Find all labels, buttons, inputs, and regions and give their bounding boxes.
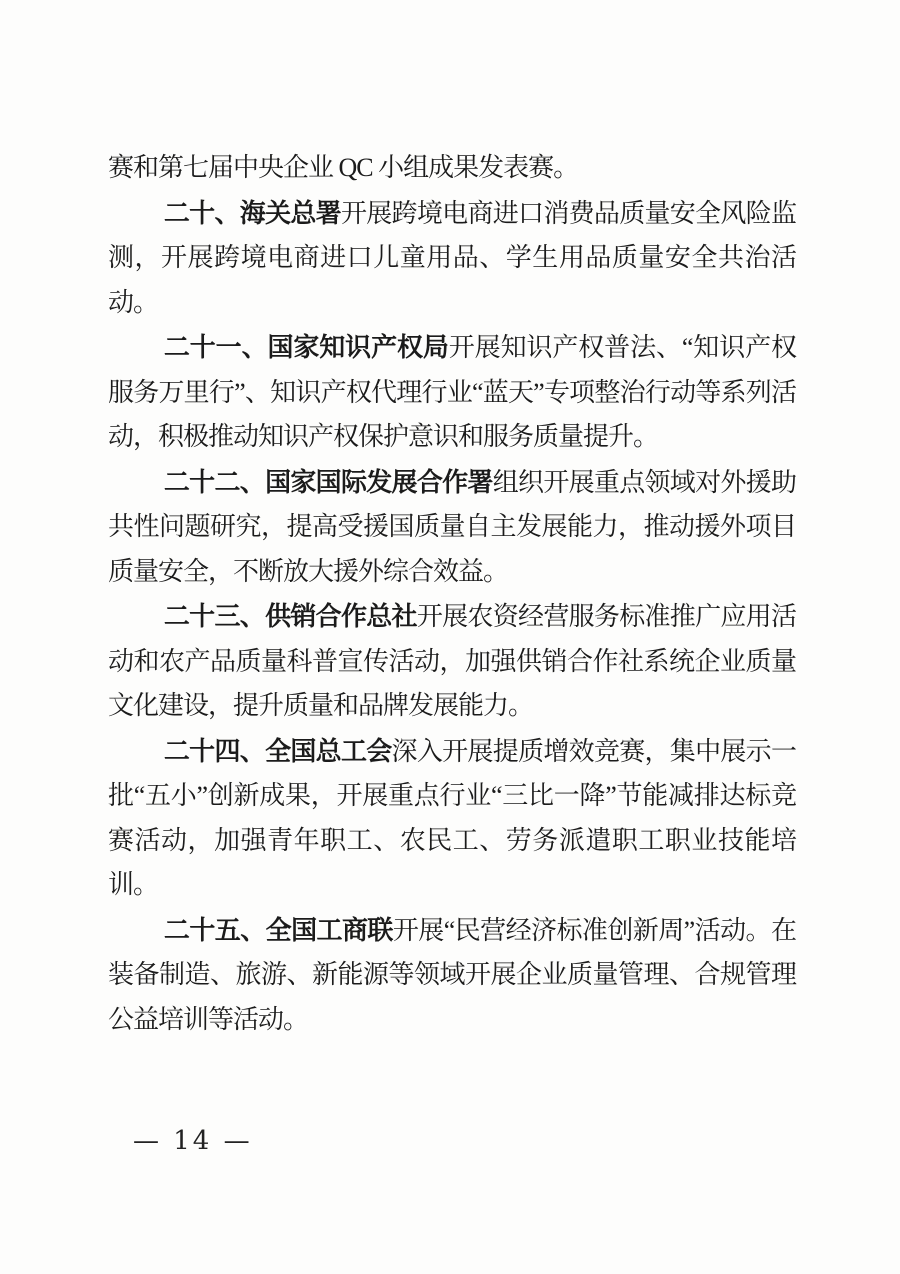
agency-heading: 二十三、供销合作总社 xyxy=(163,601,417,631)
para-qc-contest-continuation xyxy=(108,146,796,191)
para-21-cnipa xyxy=(108,325,796,460)
paragraph-text: 开展知识产权普法、“知识产权服务万里行”、知识产权代理行业“蓝天”专项整治行动等系列活动，积极推动知识产权保护意识和服务质量提升。 xyxy=(108,333,796,451)
agency-heading: 二十五、全国工商联 xyxy=(163,914,393,945)
paragraph-text: 组织开展重点领域对外援助共性问题研究，提高受援国质量自主发展能力，推动援外项目质量安全，不断放大援外综合效益。 xyxy=(108,467,796,586)
paragraph-text: 深入开展提质增效竞赛，集中展示一批“五小”创新成果，开展重点行业“三比一降”节能减排达标竞赛活动，加强青年职工、农民工、劳务派遣职工职业技能培训。 xyxy=(108,736,796,899)
paragraph-text: 开展跨境电商进口消费品质量安全风险监测，开展跨境电商进口儿童用品、学生用品质量安全共治活动。 xyxy=(108,198,796,317)
paragraph-text: 开展农资经营服务标准推广应用活动和农产品质量科普宣传活动，加强供销合作社系统企业质量文化建设，提升质量和品牌发展能力。 xyxy=(108,602,796,720)
agency-heading: 二十四、全国总工会 xyxy=(163,735,392,766)
para-25-acfic xyxy=(108,908,796,1043)
para-24-acftu xyxy=(108,729,796,908)
page-number: — 14 — xyxy=(133,1126,253,1156)
agency-heading: 二十、海关总署 xyxy=(163,197,341,228)
paragraph-text: 开展“民营经济标准创新周”活动。在装备制造、旅游、新能源等领域开展企业质量管理、合规管理公益培训等活动。 xyxy=(108,915,796,1034)
para-20-customs xyxy=(108,191,796,326)
document-body xyxy=(108,146,796,1042)
agency-heading: 二十一、国家知识产权局 xyxy=(163,332,449,362)
agency-heading: 二十二、国家国际发展合作署 xyxy=(163,466,493,497)
para-23-supply-marketing-cooperatives xyxy=(108,594,796,729)
para-22-cidca xyxy=(108,460,796,595)
paragraph-text: 赛和第七届中央企业 QC 小组成果发表赛。 xyxy=(108,153,579,182)
